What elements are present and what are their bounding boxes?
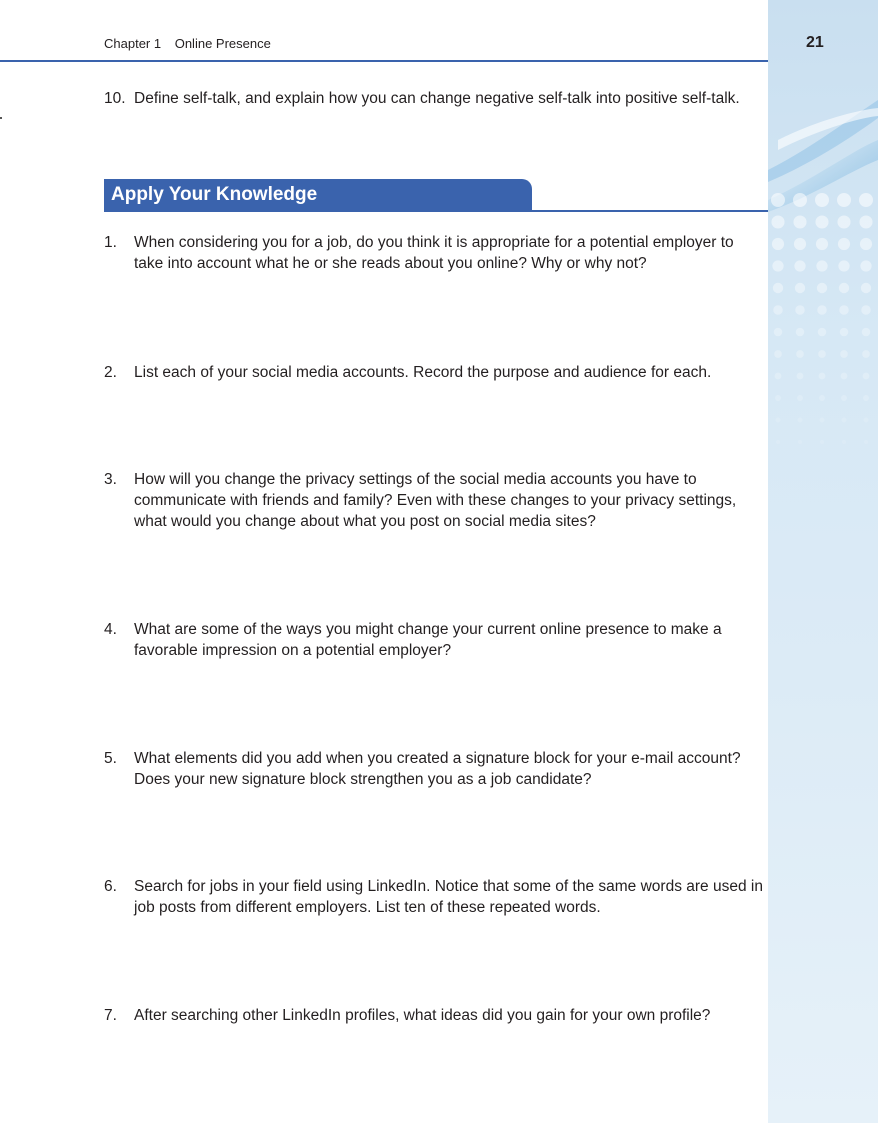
section-title: Apply Your Knowledge bbox=[111, 184, 318, 205]
question-text: List each of your social media accounts. Record the purpose and audience for each. bbox=[134, 364, 712, 381]
chapter-label: Chapter 1 bbox=[104, 36, 162, 51]
question-text: What are some of the ways you might change your current online presence to make a favorable impression on a potential employer? bbox=[134, 621, 722, 659]
question-text: Search for jobs in your field using LinkedIn. Notice that some of the same words are used in job posts from different employers. List ten of these repeated words. bbox=[134, 878, 763, 916]
sidebar-pattern bbox=[768, 0, 878, 1123]
question-text: When considering you for a job, do you think it is appropriate for a potential employer to take into account what he or she reads about you online? Why or why not? bbox=[134, 234, 734, 272]
question-number: 1. bbox=[104, 234, 117, 251]
question-number: 6. bbox=[104, 878, 117, 895]
question-number: 4. bbox=[104, 621, 117, 638]
list-item bbox=[104, 876, 764, 918]
running-header bbox=[104, 36, 271, 51]
page-number: 21 bbox=[806, 34, 824, 51]
chapter-title: Online Presence bbox=[174, 36, 271, 51]
question-text: Define self-talk, and explain how you can change negative self-talk into positive self-talk. bbox=[134, 90, 740, 107]
header-rule bbox=[0, 60, 768, 62]
question-number: 3. bbox=[104, 471, 117, 488]
list-item bbox=[104, 619, 764, 661]
list-item bbox=[104, 469, 764, 532]
question-number: 2. bbox=[104, 364, 117, 381]
list-item bbox=[104, 362, 764, 383]
question-text: After searching other LinkedIn profiles, what ideas did you gain for your own profile? bbox=[134, 1007, 711, 1024]
question-text: How will you change the privacy settings of the social media accounts you have to communicate with friends and family? Even with these changes to your privacy settings, what would you change about what you post on social media sites? bbox=[134, 471, 737, 530]
review-question bbox=[104, 88, 764, 109]
question-text: What elements did you add when you created a signature block for your e-mail account? Does your new signature block strengthen you as a job candidate? bbox=[134, 750, 741, 788]
decorative-sidebar bbox=[768, 0, 878, 1123]
list-item bbox=[104, 748, 764, 790]
list-item bbox=[104, 232, 764, 274]
question-number: 10. bbox=[104, 90, 126, 107]
question-number: 5. bbox=[104, 750, 117, 767]
margin-mark bbox=[0, 117, 2, 119]
list-item bbox=[104, 1005, 764, 1026]
section-rule bbox=[104, 210, 768, 212]
question-number: 7. bbox=[104, 1007, 117, 1024]
